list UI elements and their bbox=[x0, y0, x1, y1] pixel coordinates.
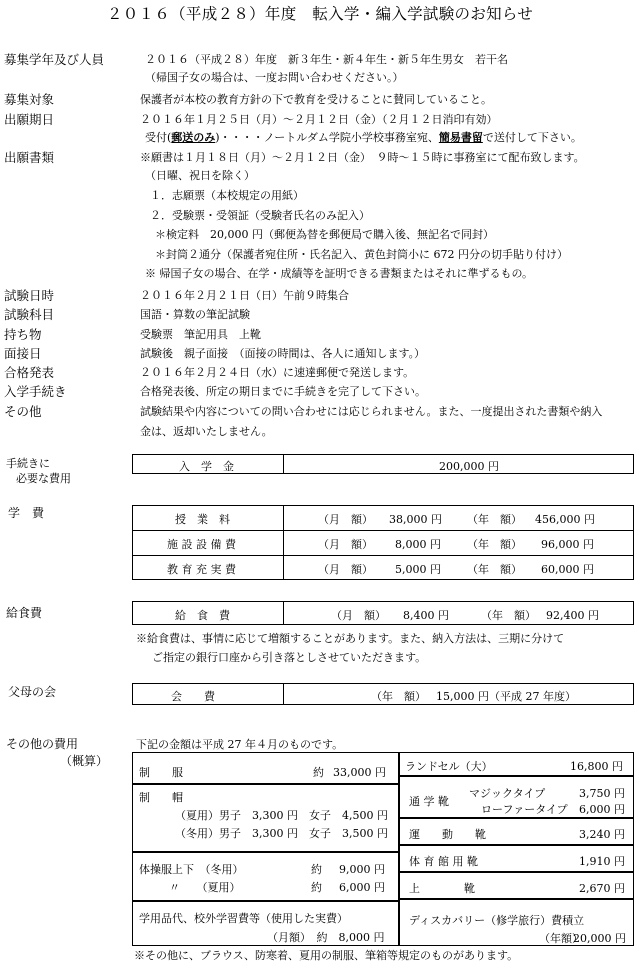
tuition-year-2: 60,000 円 bbox=[541, 563, 594, 576]
tuition-month-0: 38,000 円 bbox=[389, 513, 442, 526]
uniform-approx: 約 bbox=[313, 766, 324, 779]
others-line-1: 試験結果や内容についての問い合わせには応じられません。また、一度提出された書類や納入 bbox=[140, 405, 603, 418]
label-interview: 面接日 bbox=[4, 346, 42, 361]
tuition-year-0: 456,000 円 bbox=[535, 513, 595, 526]
gym-clothes-winter-value: 9,000 円 bbox=[339, 863, 385, 876]
documents-line-3: １．志願票（本校規定の用紙） bbox=[150, 189, 304, 202]
send-text-e: で送付して下さい。 bbox=[482, 131, 582, 144]
tuition-box bbox=[132, 505, 634, 580]
lunch-box bbox=[132, 601, 634, 625]
other-costs-label: その他の費用 bbox=[6, 737, 79, 751]
label-recruit: 募集学年及び人員 bbox=[4, 52, 105, 67]
other-costs-label-2: （概算） bbox=[60, 754, 109, 768]
send-text-a: 受付( bbox=[145, 131, 172, 144]
documents-line-2: （日曜、祝日を除く） bbox=[145, 169, 255, 182]
gym-clothes-winter: 体操服上下 （冬用） bbox=[139, 863, 244, 876]
pta-name: 会 費 bbox=[171, 690, 215, 703]
school-shoes-type-1: マジックタイプ bbox=[469, 787, 546, 800]
announcement-line: ２０１６年２月２４日（水）に速達郵便で発送します。 bbox=[140, 366, 415, 379]
label-exam-subjects: 試験科目 bbox=[4, 307, 55, 322]
hat-summer: （夏用）男子 3,300 円 女子 4,500 円 bbox=[175, 809, 388, 822]
pta-year-label: （年 額） bbox=[371, 690, 426, 703]
label-announcement: 合格発表 bbox=[4, 365, 55, 380]
school-supplies-line-2: （月額） 約 8,000 円 bbox=[267, 931, 385, 944]
tuition-month-label-1: （月 額） bbox=[318, 538, 373, 551]
sports-shoes-value: 3,240 円 bbox=[579, 828, 625, 841]
label-belongings: 持ち物 bbox=[4, 327, 42, 342]
tuition-year-label-2: （年 額） bbox=[467, 563, 522, 576]
school-shoes-name: 通 学 靴 bbox=[409, 795, 449, 808]
other-costs-box bbox=[132, 752, 634, 946]
discovery-name: ディスカバリー（修学旅行）費積立 bbox=[409, 914, 585, 927]
uniform-value: 33,000 円 bbox=[333, 766, 386, 779]
application-period-line: ２０１６年１月２５日（月）～２月１２日（金）（２月１２日消印有効） bbox=[140, 113, 498, 126]
school-shoes-value-1: 3,750 円 bbox=[579, 787, 625, 800]
uniform-name: 制 服 bbox=[139, 766, 183, 779]
page-title: ２０１６（平成２８）年度 転入学・編入学試験のお知らせ bbox=[106, 5, 534, 23]
entrance-fee-value: 200,000 円 bbox=[439, 460, 499, 473]
label-exam-date: 試験日時 bbox=[4, 288, 55, 303]
entrance-fee-box bbox=[132, 454, 634, 474]
school-supplies-line-1: 学用品代、校外学習費等（使用した実費） bbox=[139, 912, 348, 925]
school-shoes-value-2: 6,000 円 bbox=[579, 803, 625, 816]
tuition-name-0: 授 業 料 bbox=[175, 513, 230, 526]
label-procedure: 入学手続き bbox=[4, 384, 67, 399]
label-target: 募集対象 bbox=[4, 92, 55, 107]
randoseru-name: ランドセル（大） bbox=[405, 760, 493, 773]
discovery-label: （年額） bbox=[539, 932, 583, 945]
lunch-note-2: ご指定の銀行口座から引き落としさせていただきます。 bbox=[152, 651, 427, 664]
documents-line-6: ＊封筒２通分（保護者宛住所・氏名記入、黄色封筒小に 672 円分の切手貼り付け） bbox=[155, 248, 568, 261]
documents-line-5: ＊検定料 20,000 円（郵便為替を郵便局で購入後、無記名で同封） bbox=[155, 228, 494, 241]
lunch-month-label: （月 額） bbox=[331, 609, 386, 622]
label-others: その他 bbox=[4, 404, 42, 419]
tuition-year-label-0: （年 額） bbox=[467, 513, 522, 526]
lunch-note-1: ※給食費は、事情に応じて増額することがあります。また、納入方法は、三期に分けて bbox=[136, 632, 565, 645]
send-text-c: )・・・・ノートルダム学院小学校事務室宛、 bbox=[215, 131, 439, 144]
pta-label: 父母の会 bbox=[8, 685, 57, 699]
application-send-line bbox=[145, 129, 582, 145]
lunch-name: 給 食 費 bbox=[175, 609, 230, 622]
documents-line-7: ※ 帰国子女の場合、在学・成績等を証明できる書類またはそれに準ずるもの。 bbox=[145, 267, 534, 280]
lunch-year: 92,400 円 bbox=[546, 609, 599, 622]
entrance-fee-name: 入 学 金 bbox=[179, 460, 234, 473]
tuition-month-2: 5,000 円 bbox=[395, 563, 441, 576]
gym-clothes-winter-approx: 約 bbox=[311, 863, 322, 876]
discovery-value: 20,000 円 bbox=[573, 932, 626, 945]
gym-clothes-summer: 〃 （夏用） bbox=[169, 881, 241, 894]
lunch-year-label: （年 額） bbox=[481, 609, 536, 622]
tuition-year-1: 96,000 円 bbox=[541, 538, 594, 551]
sports-shoes-name: 運 動 靴 bbox=[409, 828, 486, 841]
documents-line-1: ※願書は１月１８日（月）～２月１２日（金） ９時～１５時に事務室にて配布致します。 bbox=[140, 151, 585, 164]
pta-year: 15,000 円（平成 27 年度） bbox=[436, 690, 576, 703]
lunch-label: 給食費 bbox=[6, 606, 43, 620]
other-costs-note: ※その他に、ブラウス、防寒着、夏用の制服、筆箱等規定のものがあります。 bbox=[134, 949, 519, 962]
label-documents: 出願書類 bbox=[4, 150, 55, 165]
procedure-fee-label-2: 必要な費用 bbox=[16, 472, 71, 485]
gym-clothes-summer-approx: 約 bbox=[311, 881, 322, 894]
send-text-b: 郵送のみ bbox=[171, 131, 216, 144]
indoor-shoes-name: 上 靴 bbox=[409, 882, 475, 895]
documents-line-4: ２．受験票・受領証（受験者氏名のみ記入） bbox=[150, 209, 370, 222]
recruit-line-1: ２０１６（平成２８）年度 新３年生・新４年生・新５年生男女 若干名 bbox=[145, 53, 508, 66]
interview-line: 試験後 親子面接 （面接の時間は、各人に通知します。） bbox=[140, 347, 426, 360]
label-application-period: 出願期日 bbox=[4, 112, 55, 127]
other-costs-basis: 下記の金額は平成 27 年４月のものです。 bbox=[136, 738, 344, 751]
target-line: 保護者が本校の教育方針の下で教育を受けることに賛同していること。 bbox=[140, 93, 492, 106]
tuition-name-2: 教 育 充 実 費 bbox=[167, 563, 236, 576]
exam-subjects-line: 国語・算数の筆記試験 bbox=[140, 308, 250, 321]
procedure-fee-label-1: 手続きに bbox=[6, 457, 50, 470]
gym-clothes-summer-value: 6,000 円 bbox=[339, 881, 385, 894]
gym-shoes-value: 1,910 円 bbox=[579, 855, 625, 868]
send-text-d: 簡易書留 bbox=[438, 131, 483, 144]
tuition-year-label-1: （年 額） bbox=[467, 538, 522, 551]
tuition-month-label-2: （月 額） bbox=[318, 563, 373, 576]
belongings-line: 受験票 筆記用具 上靴 bbox=[140, 328, 261, 341]
others-line-2: 金は、返却いたしません。 bbox=[140, 425, 273, 438]
indoor-shoes-value: 2,670 円 bbox=[579, 882, 625, 895]
gym-shoes-name: 体 育 館 用 靴 bbox=[409, 855, 478, 868]
procedure-line: 合格発表後、所定の期日までに手続きを完了して下さい。 bbox=[140, 385, 426, 398]
school-shoes-type-2: ローファータイプ bbox=[481, 803, 568, 816]
recruit-line-2: （帰国子女の場合は、一度お問い合わせください。） bbox=[145, 71, 404, 84]
tuition-label: 学 費 bbox=[8, 506, 45, 520]
hat-winter: （冬用）男子 3,300 円 女子 3,500 円 bbox=[175, 827, 388, 840]
lunch-month: 8,400 円 bbox=[403, 609, 449, 622]
randoseru-value: 16,800 円 bbox=[570, 760, 623, 773]
tuition-month-label-0: （月 額） bbox=[318, 513, 373, 526]
exam-date-line: ２０１６年２月２１日（日）午前９時集合 bbox=[140, 289, 349, 302]
tuition-month-1: 8,000 円 bbox=[395, 538, 441, 551]
hat-name: 制 帽 bbox=[139, 791, 183, 804]
pta-box bbox=[132, 683, 634, 705]
tuition-name-1: 施 設 設 備 費 bbox=[167, 538, 236, 551]
